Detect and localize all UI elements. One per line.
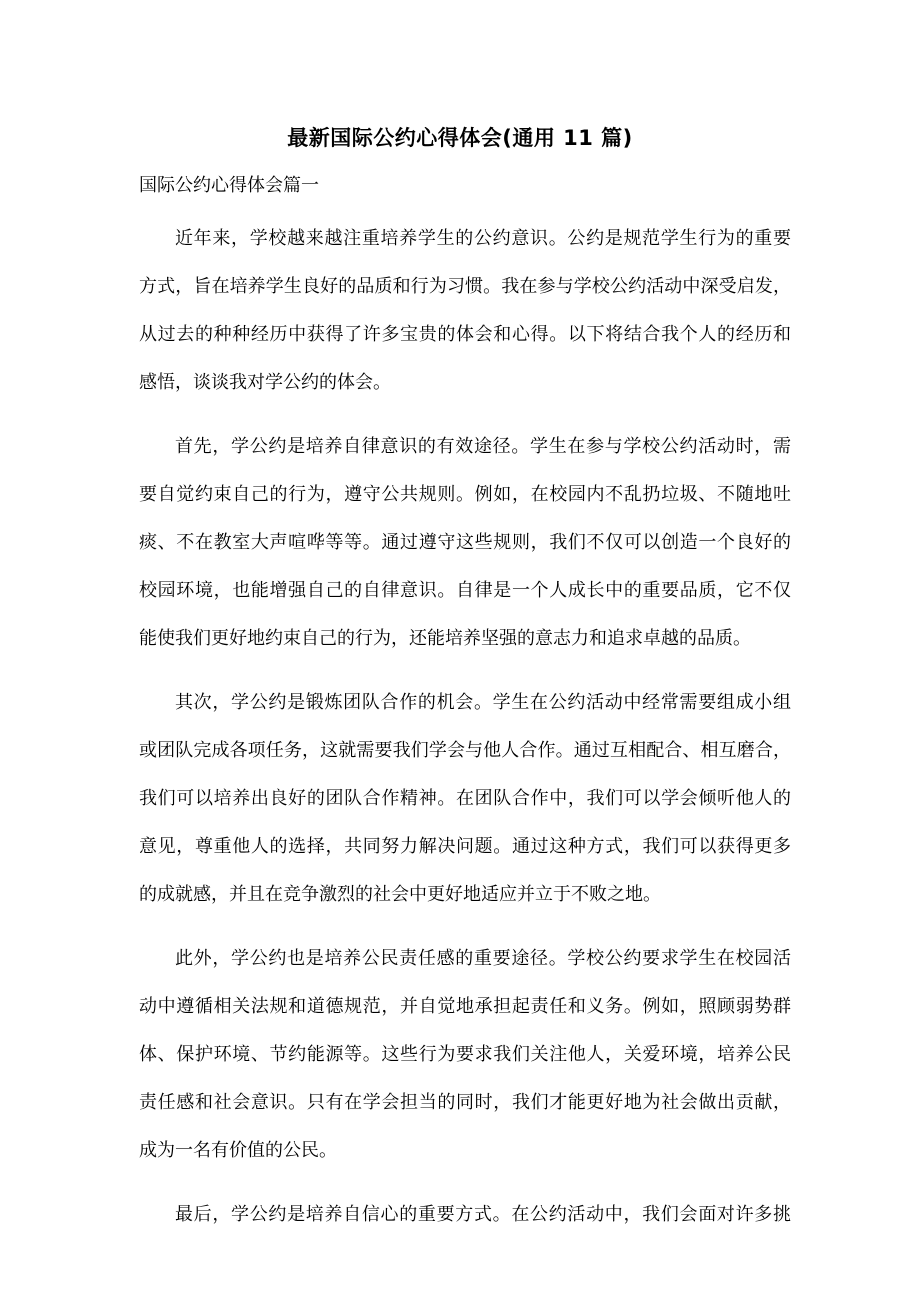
- paragraph-2: [139, 423, 791, 663]
- paragraph-5: [139, 1191, 791, 1239]
- paragraph-line: 我们可以培养出良好的团队合作精神。在团队合作中，我们可以学会倾听他人的: [139, 788, 791, 809]
- paragraph-line: 动中遵循相关法规和道德规范，并自觉地承担起责任和义务。例如，照顾弱势群: [139, 996, 791, 1017]
- paragraph-line: 其次，学公约是锻炼团队合作的机会。学生在公约活动中经常需要组成小组: [175, 692, 791, 713]
- document-body: [139, 170, 791, 1255]
- paragraph-line: 首先，学公约是培养自律意识的有效途径。学生在参与学校公约活动时，需: [175, 436, 791, 457]
- paragraph-line: 体、保护环境、节约能源等。这些行为要求我们关注他人，关爱环境，培养公民: [139, 1044, 791, 1065]
- paragraph-line: 感悟，谈谈我对学公约的体会。: [139, 372, 391, 393]
- paragraph-line: 此外，学公约也是培养公民责任感的重要途径。学校公约要求学生在校园活: [175, 948, 791, 969]
- paragraph-line: 责任感和社会意识。只有在学会担当的同时，我们才能更好地为社会做出贡献，: [139, 1092, 791, 1113]
- paragraph-line: 或团队完成各项任务，这就需要我们学会与他人合作。通过互相配合、相互磨合，: [139, 740, 791, 761]
- paragraph-line: 能使我们更好地约束自己的行为，还能培养坚强的意志力和追求卓越的品质。: [139, 628, 751, 649]
- paragraph-line: 校园环境，也能增强自己的自律意识。自律是一个人成长中的重要品质，它不仅: [139, 580, 791, 601]
- paragraph-line: 意见，尊重他人的选择，共同努力解决问题。通过这种方式，我们可以获得更多: [139, 836, 791, 857]
- paragraph-line: 要自觉约束自己的行为，遵守公共规则。例如，在校园内不乱扔垃圾、不随地吐: [139, 484, 791, 505]
- section-heading: 国际公约心得体会篇一: [139, 175, 319, 196]
- paragraph-line: 痰、不在教室大声喧哗等等。通过遵守这些规则，我们不仅可以创造一个良好的: [139, 532, 791, 553]
- paragraph-1: [139, 215, 791, 407]
- paragraph-line: 近年来，学校越来越注重培养学生的公约意识。公约是规范学生行为的重要: [175, 228, 791, 249]
- paragraph-line: 的成就感，并且在竞争激烈的社会中更好地适应并立于不败之地。: [139, 884, 661, 905]
- document-title: 最新国际公约心得体会(通用 11 篇): [287, 126, 633, 150]
- paragraph-3: [139, 679, 791, 919]
- paragraph-line: 方式，旨在培养学生良好的品质和行为习惯。我在参与学校公约活动中深受启发，: [139, 276, 791, 297]
- paragraph-line: 成为一名有价值的公民。: [139, 1140, 337, 1161]
- paragraph-line: 最后，学公约是培养自信心的重要方式。在公约活动中，我们会面对许多挑: [175, 1204, 791, 1225]
- paragraph-line: 从过去的种种经历中获得了许多宝贵的体会和心得。以下将结合我个人的经历和: [139, 324, 791, 345]
- paragraph-4: [139, 935, 791, 1175]
